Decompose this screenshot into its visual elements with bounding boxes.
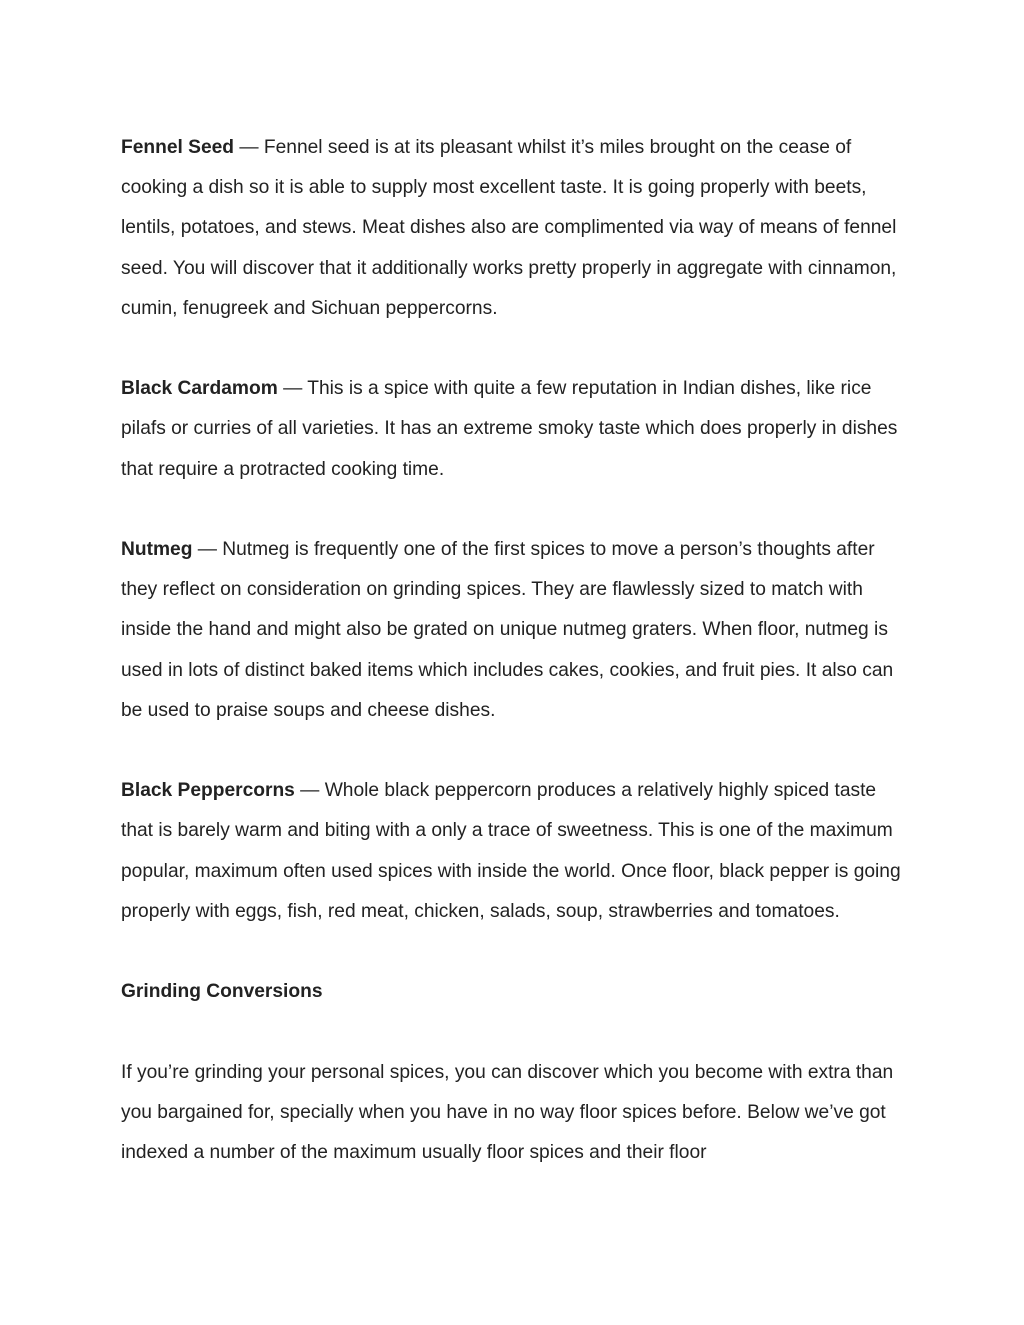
nutmeg-paragraph: [121, 530, 911, 731]
nutmeg-description: — Nutmeg is frequently one of the first spices to move a person’s thoughts after they reflect on consideration on grinding spices. They are flawlessly sized to match with inside the hand and might also be grated on unique nutmeg graters. When floor, nutmeg is used in lots of distinct baked items which includes cakes, cookies, and fruit pies. It also can be used to praise soups and cheese dishes.: [121, 539, 894, 721]
black-cardamom-paragraph: [121, 369, 911, 490]
document-page: [121, 128, 911, 1173]
black-peppercorns-description: — Whole black peppercorn produces a relatively highly spiced taste that is barely warm and biting with a only a trace of sweetness. This is one of the maximum popular, maximum often used spices with inside the world. Once floor, black pepper is going properly with eggs, fish, red meat, chicken, salads, soup, strawberries and tomatoes.: [121, 780, 901, 922]
fennel-seed-paragraph: [121, 128, 911, 329]
grinding-conversions-heading: Grinding Conversions: [121, 981, 323, 1003]
black-peppercorns-paragraph: [121, 771, 911, 932]
closing-paragraph: If you’re grinding your personal spices, you can discover which you become with extra than you bargained for, specially when you have in no way floor spices before. Below we’ve got indexed a number of the maximum usually floor spices and their floor: [121, 1061, 894, 1163]
nutmeg-term: Nutmeg: [121, 539, 193, 560]
fennel-seed-term: Fennel Seed: [121, 137, 235, 158]
fennel-seed-description: — Fennel seed is at its pleasant whilst it’s miles brought on the cease of cooking a dish so it is able to supply most excellent taste. It is going properly with beets, lentils, potatoes, and stews. Meat dishes also are complimented via way of means of fennel seed. You will discover that it additionally works pretty properly in aggregate with cinnamon, cumin, fenugreek and Sichuan peppercorns.: [121, 137, 897, 319]
black-cardamom-term: Black Cardamom: [121, 378, 278, 400]
black-peppercorns-term: Black Peppercorns: [121, 780, 295, 802]
black-cardamom-description: — This is a spice with quite a few reputation in Indian dishes, like rice pilafs or curries of all varieties. It has an extreme smoky taste which does properly in dishes that require a protracted cooking time.: [121, 378, 898, 480]
